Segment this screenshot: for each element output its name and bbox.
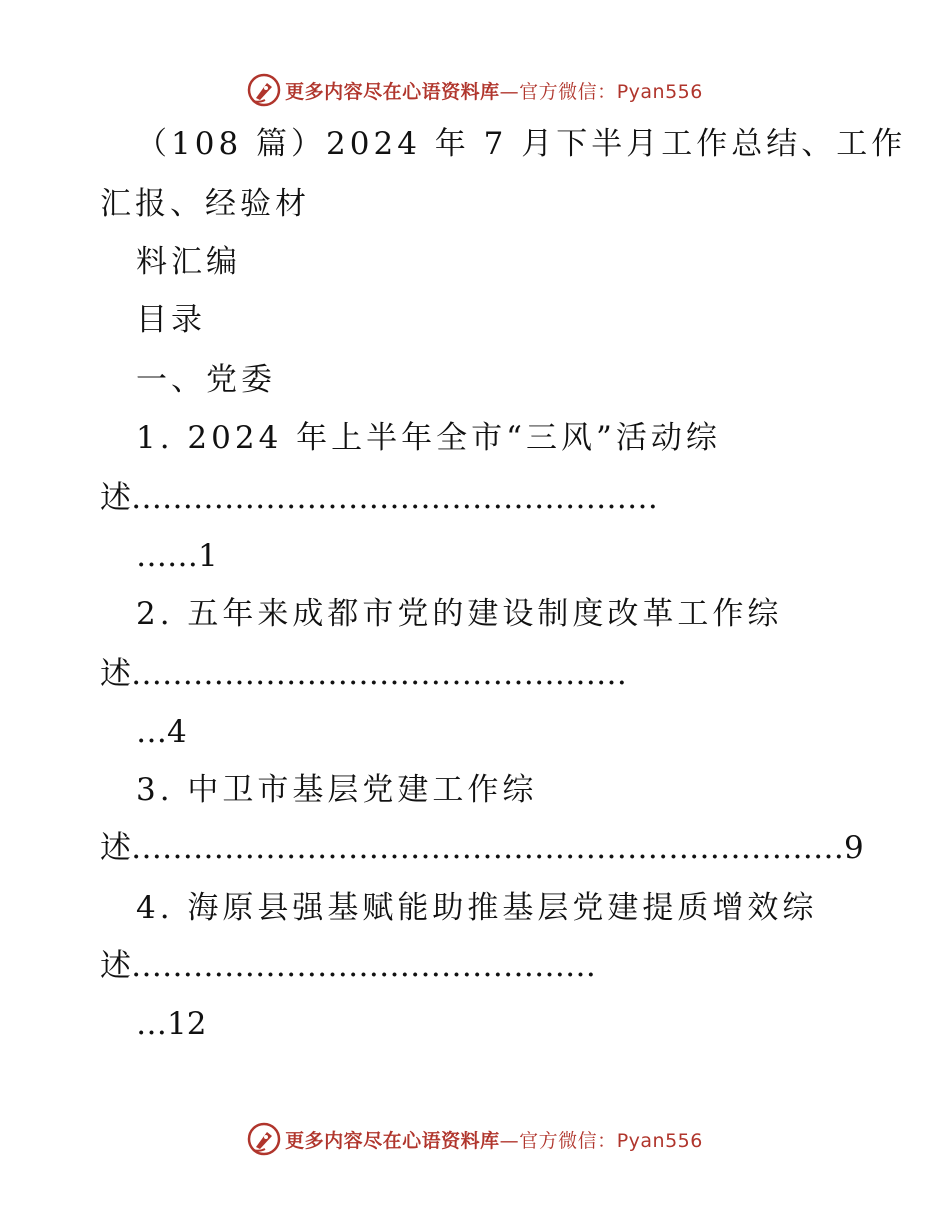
banner-site-name: 更多内容尽在心语资料库 bbox=[285, 80, 500, 103]
toc-item-2-page: …4 bbox=[136, 714, 187, 750]
doc-title-line-2: 汇报、经验材 bbox=[100, 186, 310, 222]
pen-nib-logo-icon bbox=[247, 1122, 281, 1156]
doc-title-line-1: （108 篇）2024 年 7 月下半月工作总结、工作 bbox=[136, 126, 907, 162]
toc-item-4-leader: 述……………………………………… bbox=[100, 948, 596, 984]
toc-item-1-page: ……1 bbox=[136, 538, 218, 574]
banner-wechat-label: 官方微信： bbox=[519, 1129, 617, 1152]
banner-text bbox=[285, 1126, 703, 1153]
banner-dash: — bbox=[499, 80, 520, 103]
doc-title-line-3: 料汇编 bbox=[136, 244, 241, 280]
toc-item-1-leader: 述…………………………………………… bbox=[100, 480, 658, 516]
toc-item-2-title[interactable]: 2. 五年来成都市党的建设制度改革工作综 bbox=[136, 596, 783, 632]
toc-item-1-title[interactable]: 1. 2024 年上半年全市“三风”活动综 bbox=[136, 420, 721, 456]
toc-item-4-page: …12 bbox=[136, 1006, 207, 1042]
footer-banner bbox=[0, 1119, 950, 1159]
banner-wechat-label: 官方微信： bbox=[519, 80, 617, 103]
toc-item-4-title[interactable]: 4. 海原县强基赋能助推基层党建提质增效综 bbox=[136, 890, 818, 926]
toc-item-3-leader: 述……………………………………………………………9 bbox=[100, 830, 864, 866]
banner-site-name: 更多内容尽在心语资料库 bbox=[285, 1129, 500, 1152]
banner-dash: — bbox=[499, 1129, 520, 1152]
toc-section-party-committee: 一、党委 bbox=[136, 362, 276, 398]
banner-wechat-id: Pyan556 bbox=[616, 80, 703, 103]
banner-wechat-id: Pyan556 bbox=[616, 1129, 703, 1152]
toc-heading: 目录 bbox=[136, 302, 206, 338]
toc-item-2-leader: 述………………………………………… bbox=[100, 656, 627, 692]
toc-item-3-title[interactable]: 3. 中卫市基层党建工作综 bbox=[136, 772, 538, 808]
